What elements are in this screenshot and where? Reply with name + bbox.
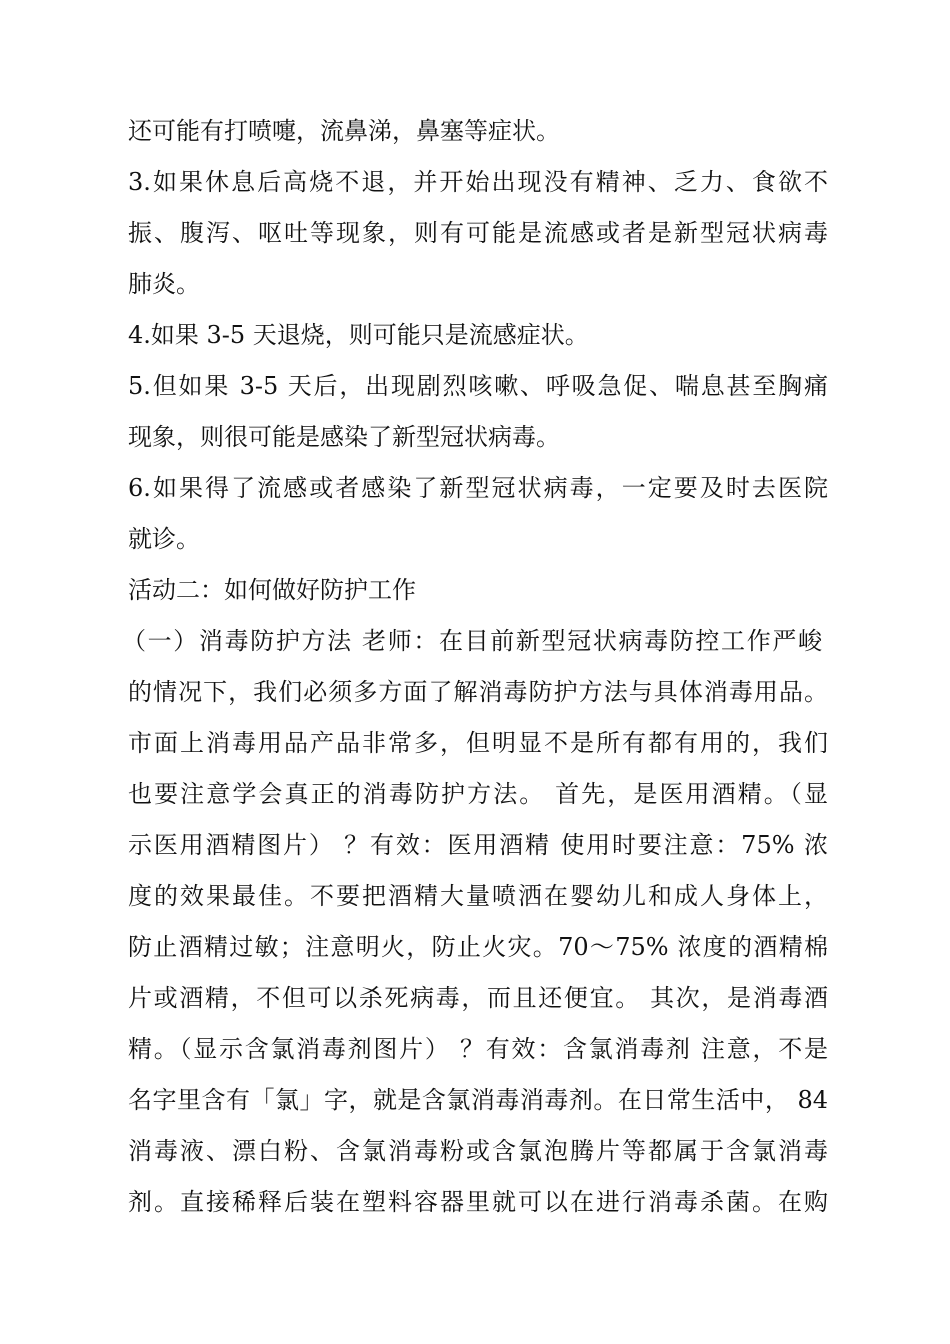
- text-line: 剂。直接稀释后装在塑料容器里就可以在进行消毒杀菌。在购: [128, 1188, 828, 1216]
- text-line: 5.但如果 3-5 天后，出现剧烈咳嗽、呼吸急促、喘息甚至胸痛: [128, 372, 828, 400]
- text-line: 防止酒精过敏；注意明火，防止火灾。70～75% 浓度的酒精棉: [128, 933, 828, 961]
- section-heading: 活动二：如何做好防护工作: [128, 576, 416, 604]
- text-line: 现象，则很可能是感染了新型冠状病毒。: [128, 423, 560, 451]
- text-line: （一）消毒防护方法 老师：在目前新型冠状病毒防控工作严峻: [122, 627, 822, 655]
- body-text: [122, 106, 828, 1228]
- text-line: 振、腹泻、呕吐等现象，则有可能是流感或者是新型冠状病毒: [128, 219, 828, 247]
- text-line: 度的效果最佳。不要把酒精大量喷洒在婴幼儿和成人身体上，: [128, 882, 828, 910]
- text-line: 片或酒精，不但可以杀死病毒，而且还便宜。 其次，是消毒酒: [128, 984, 828, 1012]
- text-line: 也要注意学会真正的消毒防护方法。 首先，是医用酒精。（显: [128, 780, 828, 808]
- text-line: 6.如果得了流感或者感染了新型冠状病毒，一定要及时去医院: [128, 474, 828, 502]
- text-line: 3.如果休息后高烧不退，并开始出现没有精神、乏力、食欲不: [128, 168, 828, 196]
- text-line: 精。（显示含氯消毒剂图片） ？有效：含氯消毒剂 注意，不是: [128, 1035, 828, 1063]
- text-line: 示医用酒精图片） ？有效：医用酒精 使用时要注意：75% 浓: [128, 831, 828, 859]
- text-line: 肺炎。: [128, 270, 200, 298]
- text-line: 消毒液、漂白粉、含氯消毒粉或含氯泡腾片等都属于含氯消毒: [128, 1137, 828, 1165]
- text-line: 还可能有打喷嚏，流鼻涕，鼻塞等症状。: [128, 117, 560, 145]
- text-line: 就诊。: [128, 525, 200, 553]
- text-line: 名字里含有「氯」字，就是含氯消毒消毒剂。在日常生活中， 84: [128, 1086, 828, 1114]
- text-line: 的情况下，我们必须多方面了解消毒防护方法与具体消毒用品。: [128, 678, 828, 706]
- text-line: 市面上消毒用品产品非常多，但明显不是所有都有用的，我们: [128, 729, 828, 757]
- text-line: 4.如果 3-5 天退烧，则可能只是流感症状。: [128, 321, 589, 349]
